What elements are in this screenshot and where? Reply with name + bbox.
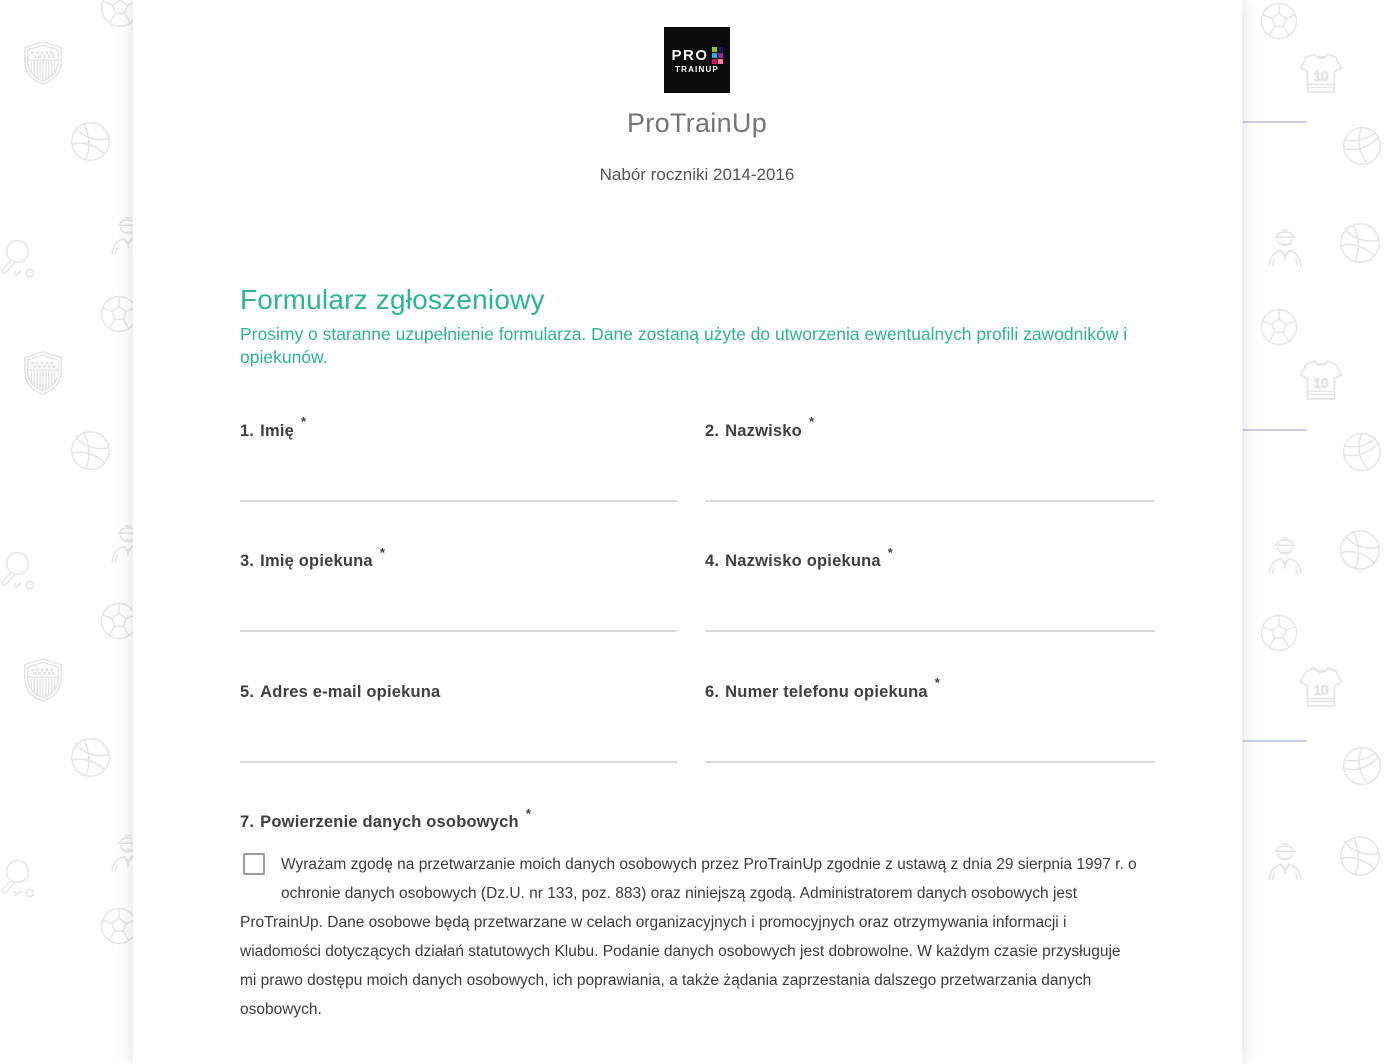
imie-input[interactable] <box>240 472 677 502</box>
volleyball-icon <box>1340 124 1384 168</box>
required-marker: * <box>808 414 815 429</box>
basketball-icon <box>1337 220 1383 266</box>
email-opiekuna-input[interactable] <box>240 733 677 763</box>
crest-shield-icon <box>20 348 66 398</box>
basketball-icon <box>68 735 113 780</box>
required-marker: * <box>887 544 894 560</box>
basketball-icon <box>1337 833 1383 879</box>
jersey-icon <box>1297 48 1345 98</box>
field-imie-opiekuna-label: 3. Imię opiekuna * <box>240 544 386 570</box>
basketball-icon <box>1337 527 1383 573</box>
page-title: ProTrainUp <box>626 108 768 138</box>
table-tennis-icon <box>0 238 36 280</box>
volleyball-icon <box>1340 744 1384 788</box>
table-tennis-icon <box>0 858 36 900</box>
field-line <box>1243 740 1307 742</box>
field-imie-label: 1. Imię * <box>240 414 307 440</box>
crest-shield-icon <box>20 655 66 705</box>
field-nazwisko-opiekuna-label: 4. Nazwisko opiekuna * <box>705 544 894 570</box>
soccer-ball-icon <box>1258 0 1300 42</box>
page-subtitle: Nabór roczniki 2014-2016 <box>599 165 795 184</box>
field-nazwisko-label: 2. Nazwisko * <box>705 414 815 440</box>
nazwisko-input[interactable] <box>705 472 1155 502</box>
soccer-ball-icon <box>1258 612 1300 654</box>
logo-text-pro: PRO <box>671 46 709 64</box>
imie-opiekuna-input[interactable] <box>240 602 677 632</box>
field-nazwisko-opiekuna <box>705 544 1155 633</box>
nazwisko-opiekuna-input[interactable] <box>705 602 1155 632</box>
referee-icon <box>1262 224 1308 272</box>
basketball-icon <box>68 119 113 164</box>
required-marker: * <box>379 544 386 560</box>
crest-shield-icon <box>20 38 66 88</box>
field-telefon-opiekuna <box>705 675 1155 763</box>
form-heading: Formularz zgłoszeniowy <box>240 284 545 315</box>
jersey-icon <box>1297 662 1345 712</box>
jersey-icon <box>1297 355 1345 405</box>
referee-icon <box>1262 532 1308 580</box>
field-imie-opiekuna <box>240 544 677 633</box>
basketball-icon <box>68 428 113 473</box>
table-tennis-icon <box>0 550 36 592</box>
soccer-ball-icon <box>1258 306 1300 348</box>
logo-text-trainup: TRAINUP <box>675 64 719 74</box>
telefon-opiekuna-input[interactable] <box>705 733 1155 763</box>
protrainup-logo <box>664 27 730 93</box>
required-marker: * <box>301 414 307 429</box>
form-description: Prosimy o staranne uzupełnienie formularza. Dane zostaną użyte do utworzenia ewentualnych profili zawodników i opiekunów. <box>240 324 1128 367</box>
referee-icon <box>1262 838 1308 886</box>
required-marker: * <box>525 805 532 821</box>
form-card <box>133 0 1242 1064</box>
volleyball-icon <box>1340 430 1384 474</box>
field-nazwisko <box>705 414 1155 502</box>
field-line <box>1243 121 1307 123</box>
logo-mosaic-icon <box>712 47 723 64</box>
field-powierzenie-danych-label: 7. Powierzenie danych osobowych * <box>240 805 532 831</box>
consent-checkbox[interactable] <box>243 853 265 875</box>
field-powierzenie-danych <box>240 805 1154 1025</box>
required-marker: * <box>934 675 941 690</box>
field-line <box>1243 429 1307 431</box>
field-email-opiekuna-label: 5. Adres e-mail opiekuna <box>240 682 441 701</box>
consent-text: Wyrażam zgodę na przetwarzanie moich danych osobowych przez ProTrainUp zgodnie z ustawą z dnia 29 sierpnia 1997 r. o ochronie danych osobowych (Dz.U. nr 133, poz. 883) oraz niniejszą zgodą. Administratorem danych osobowych jest ProTrainUp. Dane osobowe będą przetwarzane w celach organizacyjnych i promocyjnych oraz otrzymywania informacji i wiadomości dotyczących działań statutowych Klubu. Podanie danych osobowych jest dobrowolne. W każdym czasie przysługuje mi prawo dostępu moich danych osobowych, ich poprawiania, a także żądania zaprzestania dalszego przetwarzania danych osobowych. <box>240 856 1137 1018</box>
field-telefon-opiekuna-label: 6. Numer telefonu opiekuna * <box>705 675 941 701</box>
field-email-opiekuna <box>240 678 677 763</box>
field-imie <box>240 414 677 502</box>
